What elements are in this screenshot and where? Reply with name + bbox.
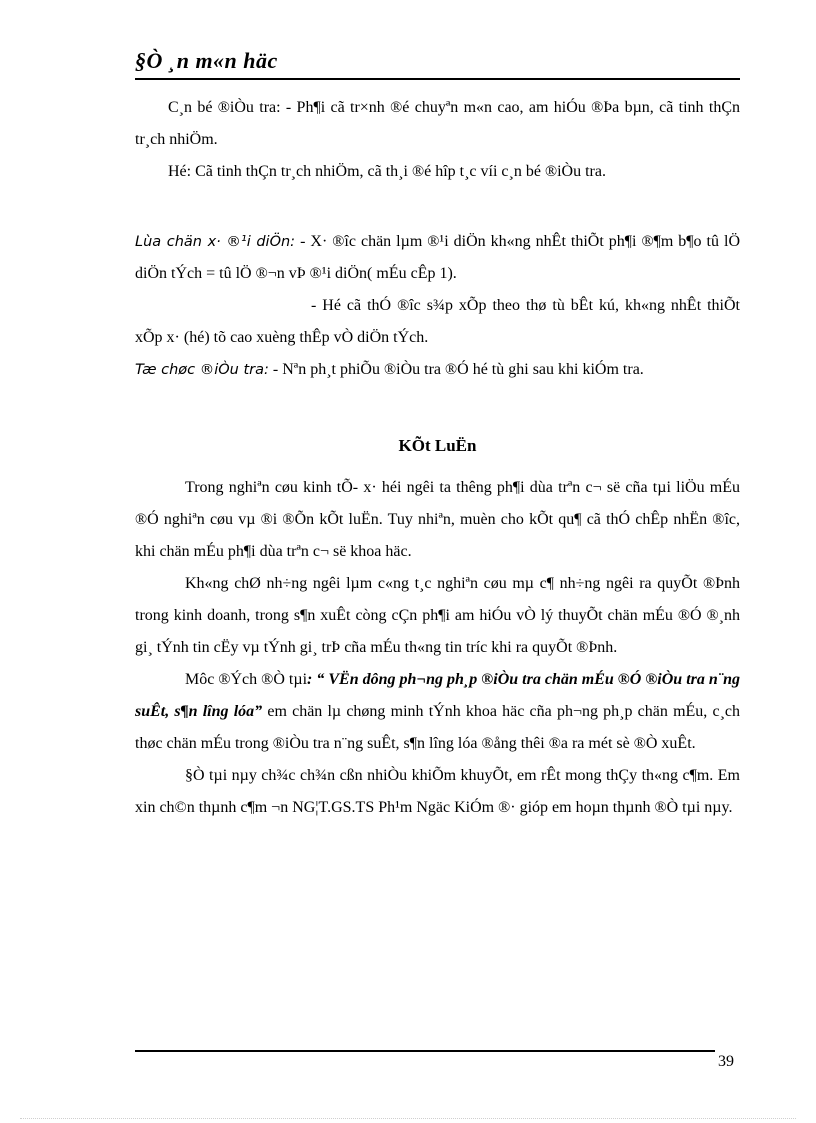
page-number: 39 bbox=[718, 1053, 734, 1070]
spacer bbox=[135, 386, 740, 430]
paragraph-select-commune bbox=[135, 226, 740, 290]
topic-title-emphasis: : “ VËn dông ph¬ng ph¸p ®iÒu tra chän mÉu ®Ó ®iÒu tra n¨ng suÊt, s¶n lîng lóa” bbox=[135, 671, 740, 720]
page-edge-divider bbox=[20, 1118, 796, 1119]
paragraph-household: Hé: Cã tinh thÇn tr¸ch nhiÖm, cã th¸i ®é hîp t¸c víi c¸n bé ®iÒu tra. bbox=[168, 163, 606, 180]
paragraph-conclusion-1: Trong nghiªn cøu kinh tÕ- x· héi ngêi ta thêng ph¶i dùa trªn c¬ së cña tµi liÖu mÉu ®Ó nghiªn cøu vµ ®i ®Õn kÕt luËn. Tuy nhiªn, muèn cho kÕt qu¶ cã thÓ chÊp nhËn ®îc, khi chän mÉu ph¶i dùa trªn c¬ së khoa häc. bbox=[135, 479, 740, 560]
paragraph-survey-organization bbox=[135, 354, 740, 386]
paragraph-lead-label: Tæ chøc ®iÒu tra: bbox=[135, 362, 269, 378]
footer-rule bbox=[135, 1050, 715, 1052]
paragraph-conclusion-3 bbox=[135, 664, 740, 760]
spacer bbox=[135, 462, 740, 472]
paragraph-conclusion-2: Kh«ng chØ nh÷ng ngêi lµm c«ng t¸c nghiªn cøu mµ c¶ nh÷ng ngêi ra quyÕt ®Þnh trong kinh doanh, trong s¶n xuÊt còng cÇn ph¶i am hiÓu vÒ lý thuyÕt chän mÉu ®Ó ®¸nh gi¸ tÝnh tin cËy vµ tÝnh gi¸ trÞ cña mÉu th«ng tin tríc khi ra quyÕt ®Þnh. bbox=[135, 575, 740, 656]
spacer bbox=[135, 188, 740, 226]
header-rule bbox=[135, 78, 740, 80]
paragraph-text: Môc ®Ých ®Ò tµi bbox=[185, 671, 308, 688]
section-title-conclusion: KÕt LuËn bbox=[398, 436, 477, 455]
paragraph-survey-staff: C¸n bé ®iÒu tra: - Ph¶i cã tr×nh ®é chuyªn m«n cao, am hiÓu ®Þa bµn, cã tinh thÇn tr¸ch nhiÖm. bbox=[135, 99, 740, 148]
paragraph-household-order: - Hé cã thÓ ®îc s¾p xÕp theo thø tù bÊt kú, kh«ng nhÊt thiÕt xÕp x· (hé) tõ cao xuèng thÊp vÒ diÖn tÝch. bbox=[135, 297, 740, 346]
paragraph-text: - Nªn ph¸t phiÕu ®iÒu tra ®Ó hé tù ghi sau khi kiÓm tra. bbox=[268, 361, 644, 378]
paragraph-text: - X· ®îc chän lµm ®¹i diÖn kh«ng nhÊt thiÕt ph¶i ®¶m b¶o tû lÖ diÖn tÝch = tû lÖ ®¬n vÞ ®¹i diÖn( mÉu cÊp 1). bbox=[135, 233, 740, 282]
paragraph-text: em chän lµ chøng minh tÝnh khoa häc cña ph¬ng ph¸p chän mÉu, c¸ch thøc chän mÉu trong ®iÒu tra n¨ng suÊt, s¶n lîng lóa ®ång thêi ®a ra mét sè ®Ò xuÊt. bbox=[135, 703, 741, 752]
paragraph-conclusion-4: §Ò tµi nµy ch¾c ch¾n cßn nhiÒu khiÕm khuyÕt, em rÊt mong thÇy th«ng c¶m. Em xin ch©n thµnh c¶m ¬n NG¦T.GS.TS Ph¹m Ngäc KiÓm ®· gióp em hoµn thµnh ®Ò tµi nµy. bbox=[135, 767, 740, 816]
document-body bbox=[135, 92, 740, 824]
paragraph-lead-label: Lùa chän x· ®¹i diÖn: bbox=[135, 234, 296, 250]
page-header-title: §Ò ¸n m«n häc bbox=[135, 48, 278, 73]
